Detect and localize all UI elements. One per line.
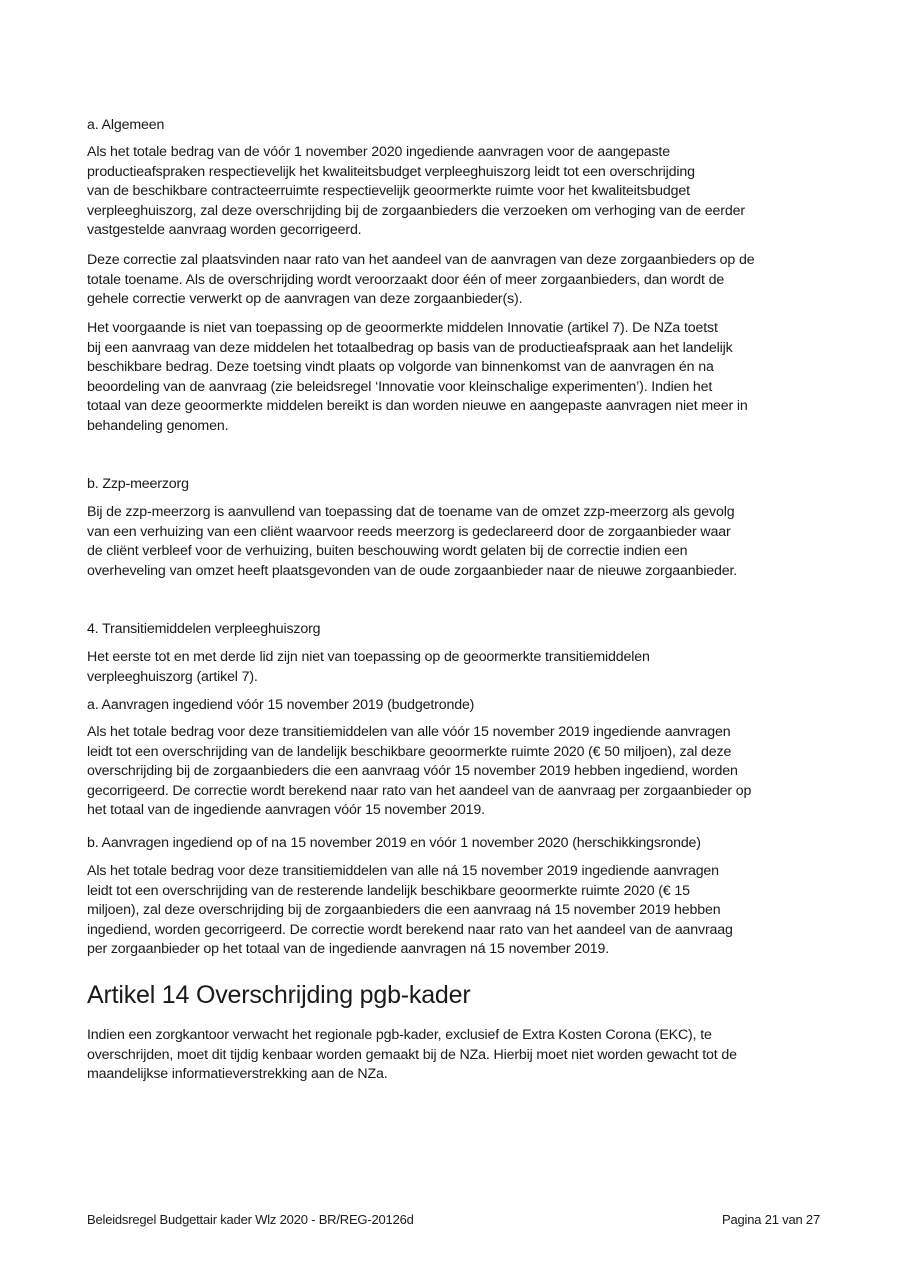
subsection-heading-algemeen: a. Algemeen bbox=[87, 117, 165, 133]
text-line: Indien een zorgkantoor verwacht het regionale pgb-kader, exclusief de Extra Kosten Corona (EKC), te bbox=[87, 1027, 712, 1043]
text-line: overschrijden, moet dit tijdig kenbaar worden gemaakt bij de NZa. Hierbij moet niet worden gewacht tot de bbox=[87, 1046, 737, 1063]
text-line: leidt tot een overschrijding van de landelijk beschikbare geoormerkte ruimte 2020 (€ 50 miljoen), zal deze bbox=[87, 743, 732, 760]
text-line: het totaal van de ingediende aanvragen vóór 15 november 2019. bbox=[87, 802, 485, 819]
text-line: maandelijkse informatieverstrekking aan de NZa. bbox=[87, 1066, 388, 1083]
text-line: totale toename. Als de overschrijding wordt veroorzaakt door één of meer zorgaanbieders, dan wordt de bbox=[87, 271, 725, 288]
text-line: verpleeghuiszorg (artikel 7). bbox=[87, 668, 258, 685]
text-line: Deze correctie zal plaatsvinden naar rato van het aandeel van de aanvragen van deze zorgaanbieders op de bbox=[87, 252, 755, 268]
text-line: per zorgaanbieder op het totaal van de ingediende aanvragen ná 15 november 2019. bbox=[87, 941, 610, 958]
text-line: ingediend, worden gecorrigeerd. De correctie wordt berekend naar rato van het aandeel van de aanvraag bbox=[87, 921, 733, 938]
text-line: leidt tot een overschrijding van de resterende landelijk beschikbare geoormerkte ruimte 2020 (€ 15 bbox=[87, 882, 690, 899]
text-line: gehele correctie verwerkt op de aanvragen van deze zorgaanbieder(s). bbox=[87, 291, 523, 308]
text-line: behandeling genomen. bbox=[87, 417, 229, 434]
text-line: verpleeghuiszorg, zal deze overschrijding bij de zorgaanbieders die verzoeken om verhoging van de eerder bbox=[87, 202, 745, 219]
text-line: Als het totale bedrag voor deze transitiemiddelen van alle ná 15 november 2019 ingediende aanvragen bbox=[87, 863, 719, 879]
text-line: Als het totale bedrag van de vóór 1 november 2020 ingediende aanvragen voor de aangepaste bbox=[87, 144, 670, 160]
paragraph-algemeen-3 bbox=[87, 319, 827, 437]
text-line: miljoen), zal deze overschrijding bij de zorgaanbieders die een aanvraag ná 15 november 2019 hebben bbox=[87, 902, 721, 919]
paragraph-transitiemiddelen-intro bbox=[87, 648, 827, 687]
paragraph-algemeen-1 bbox=[87, 143, 827, 241]
text-line: gecorrigeerd. De correctie wordt berekend naar rato van het aandeel van de aanvraag per zorgaanbieder op bbox=[87, 782, 752, 799]
paragraph-zzp-meerzorg bbox=[87, 503, 827, 581]
text-line: overheveling van omzet heeft plaatsgevonden van de oude zorgaanbieder naar de nieuwe zorgaanbieder. bbox=[87, 562, 738, 579]
text-line: beschikbare bedrag. Deze toetsing vindt plaats op volgorde van binnenkomst van de aanvragen én na bbox=[87, 359, 714, 376]
footer-document-title: Beleidsregel Budgettair kader Wlz 2020 - BR/REG-20126d bbox=[87, 1212, 414, 1227]
text-line: Het voorgaande is niet van toepassing op de geoormerkte middelen Innovatie (artikel 7). De NZa toetst bbox=[87, 320, 718, 336]
text-line: overschrijding bij de zorgaanbieders die een aanvraag vóór 15 november 2019 hebben ingediend, worden bbox=[87, 763, 738, 780]
text-line: vastgestelde aanvraag worden gecorrigeerd. bbox=[87, 222, 362, 239]
paragraph-algemeen-2 bbox=[87, 251, 827, 310]
paragraph-budgetronde bbox=[87, 723, 827, 821]
subsection-heading-zzp-meerzorg: b. Zzp-meerzorg bbox=[87, 476, 189, 492]
text-line: van de beschikbare contracteerruimte respectievelijk geoormerkte ruimte voor het kwaliteitsbudget bbox=[87, 183, 690, 200]
text-line: van een verhuizing van een cliënt waarvoor reeds meerzorg is gedeclareerd door de zorgaanbieder waar bbox=[87, 523, 731, 540]
subsection-heading-herschikkingsronde: b. Aanvragen ingediend op of na 15 november 2019 en vóór 1 november 2020 (herschikkingsronde) bbox=[87, 835, 701, 851]
section-heading-transitiemiddelen: 4. Transitiemiddelen verpleeghuiszorg bbox=[87, 621, 321, 637]
text-line: bij een aanvraag van deze middelen het totaalbedrag op basis van de productieafspraak aan het landelijk bbox=[87, 339, 733, 356]
text-line: productieafspraken respectievelijk het kwaliteitsbudget verpleeghuiszorg leidt tot een overschrijding bbox=[87, 163, 695, 180]
text-line: Als het totale bedrag voor deze transitiemiddelen van alle vóór 15 november 2019 ingediende aanvragen bbox=[87, 724, 731, 740]
footer-page-number: Pagina 21 van 27 bbox=[722, 1212, 820, 1227]
paragraph-article-14 bbox=[87, 1026, 827, 1085]
text-line: beoordeling van de aanvraag (zie beleidsregel ‘Innovatie voor kleinschalige experimenten’). Indien het bbox=[87, 378, 713, 395]
text-line: totaal van deze geoormerkte middelen bereikt is dan worden nieuwe en aangepaste aanvragen niet meer in bbox=[87, 398, 748, 415]
paragraph-herschikkingsronde bbox=[87, 862, 827, 960]
text-line: Bij de zzp-meerzorg is aanvullend van toepassing dat de toename van de omzet zzp-meerzorg als gevolg bbox=[87, 504, 735, 520]
article-title: Artikel 14 Overschrijding pgb-kader bbox=[87, 981, 471, 1009]
text-line: de cliënt verbleef voor de verhuizing, buiten beschouwing wordt gelaten bij de correctie indien een bbox=[87, 543, 688, 560]
text-line: Het eerste tot en met derde lid zijn niet van toepassing op de geoormerkte transitiemiddelen bbox=[87, 649, 650, 665]
subsection-heading-budgetronde: a. Aanvragen ingediend vóór 15 november 2019 (budgetronde) bbox=[87, 697, 475, 713]
